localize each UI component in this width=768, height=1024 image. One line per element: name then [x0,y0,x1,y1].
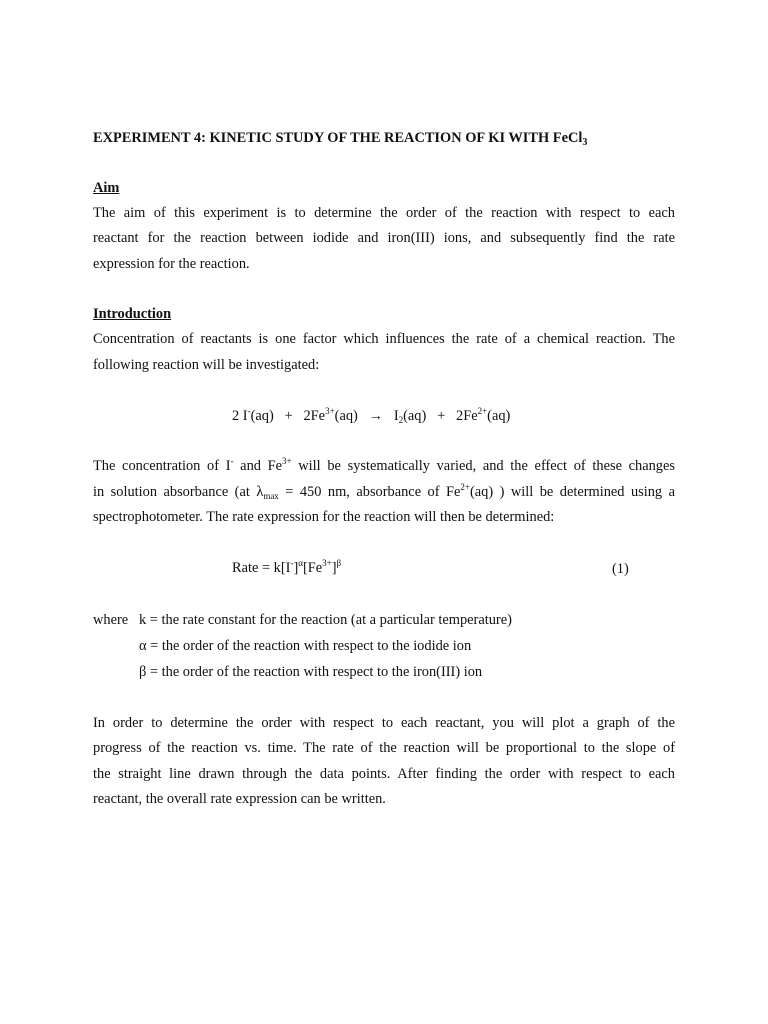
aim-line-2: reactant for the reaction between iodide and iron(III) ions, and subsequently find the rate [93,230,675,246]
where-label: where [93,612,129,628]
aim-line-3: expression for the reaction. [93,256,250,272]
k-definition: k = the rate constant for the reaction (at a particular temperature) [139,612,512,628]
introduction-heading: Introduction [93,306,172,322]
title-subscript: 3 [582,137,588,148]
alpha-definition: α = the order of the reaction with respect to the iodide ion [139,638,472,654]
reaction-arrow-icon: → [368,408,384,424]
intro-line-2: following reaction will be investigated: [93,357,320,373]
intro-line-1: Concentration of reactants is one factor which influences the rate of a chemical reaction. The [93,331,675,347]
reaction-equation: 2 I-(aq) + $2Fe^{3+}(aq)$ → $I_2(aq)$ + $2Fe^{2+}(aq)$ [232,406,511,425]
concentration-line-2: in solution absorbance (at $\lambda_{max} = 450$ nm, absorbance of $Fe^{2+}(aq)$ ) will be determined using a [93,482,675,501]
equation-number: (1) [612,561,629,577]
concentration-line-3: spectrophotometer. The rate expression for the reaction will then be determined: [93,509,555,525]
beta-definition: β = the order of the reaction with respect to the iron(III) ion [139,664,483,680]
final-line-3: the straight line drawn through the data points. After finding the order with respect to each [93,766,675,782]
final-line-4: reactant, the overall rate expression can be written. [93,791,386,807]
aim-line-1: The aim of this experiment is to determine the order of the reaction with respect to each [93,205,675,221]
page-title [93,129,587,147]
concentration-line-1: The concentration of I- and $Fe^{3+}$ will be systematically varied, and the effect of these changes [93,456,675,474]
final-line-1: In order to determine the order with respect to each reactant, you will plot a graph of the [93,715,675,731]
rate-equation: Rate = $k[I^-]^\alpha[Fe^{3+}]^\beta$ [232,558,342,576]
aim-heading: Aim [93,180,120,196]
final-line-2: progress of the reaction vs. time. The rate of the reaction will be proportional to the slope of [93,740,675,756]
title-text: EXPERIMENT 4: KINETIC STUDY OF THE REACTION OF KI WITH FeCl [93,130,583,146]
